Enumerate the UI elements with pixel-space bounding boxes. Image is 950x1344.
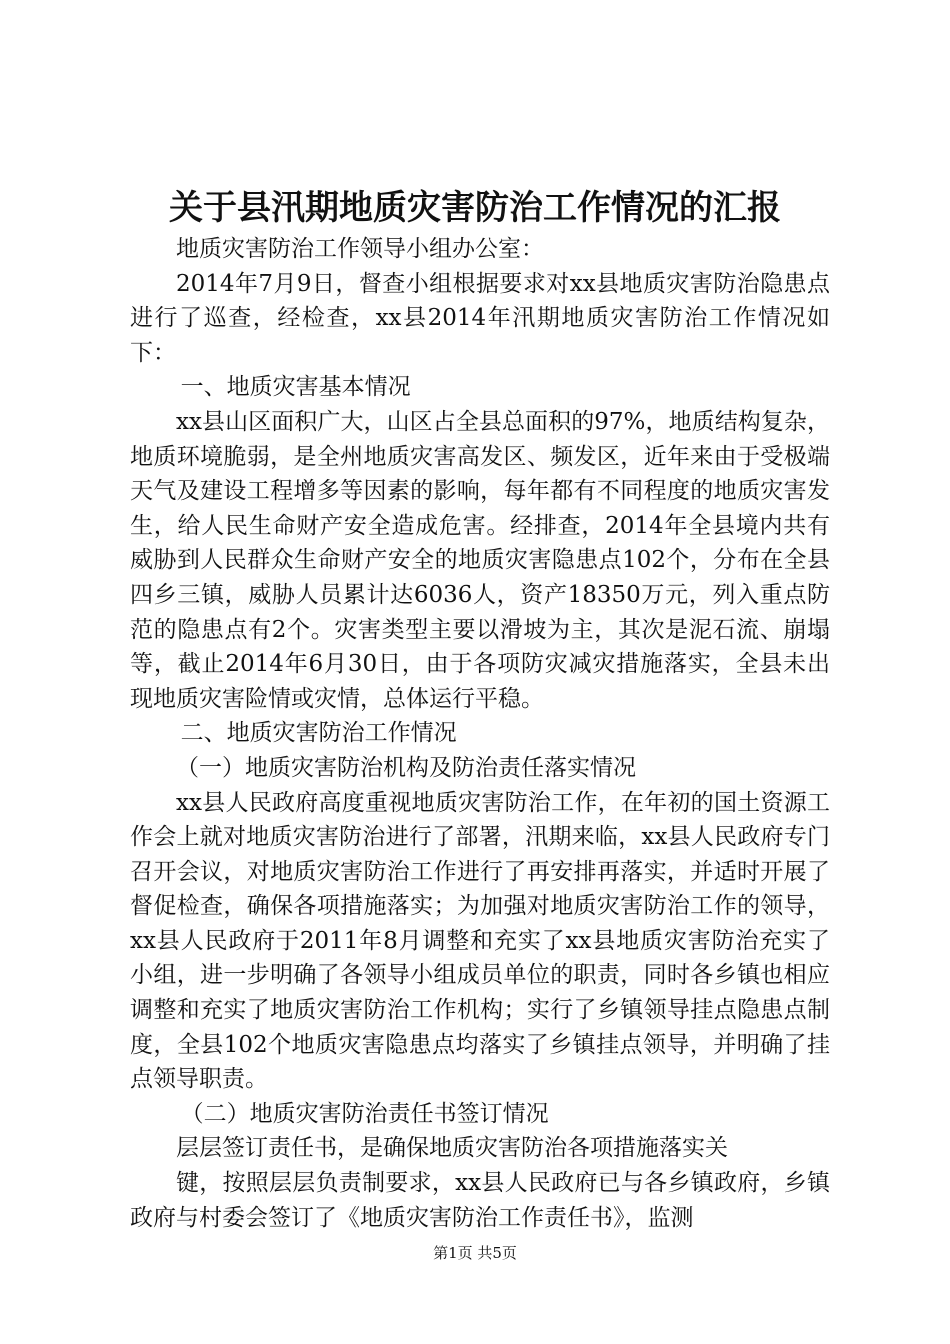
intro-paragraph: 2014年7月9日，督查小组根据要求对xx县地质灾害防治隐患点进行了巡查，经检查，xx县2014年汛期地质灾害防治工作情况如下： bbox=[130, 270, 830, 366]
section-heading-2: 二、地质灾害防治工作情况 bbox=[180, 720, 457, 747]
organization-paragraph: xx县人民政府高度重视地质灾害防治工作，在年初的国土资源工作会上就对地质灾害防治进行了部署，汛期来临，xx县人民政府专门召开会议，对地质灾害防治工作进行了再安排再落实，并适时开展了督促检查，确保各项措施落实；为加强对地质灾害防治工作的领导，xx县人民政府于2011年8月调整和充实了xx县地质灾害防治充实了小组，进一步明确了各领导小组成员单位的职责，同时各乡镇也相应调整和充实了地质灾害防治工作机构；实行了乡镇领导挂点隐患点制度，全县102个地质灾害隐患点均落实了乡镇挂点领导，并明确了挂点领导职责。 bbox=[130, 789, 830, 1093]
subsection-heading-1: （一）地质灾害防治机构及防治责任落实情况 bbox=[176, 754, 636, 781]
responsibility-paragraph-start: 层层签订责任书，是确保地质灾害防治各项措施落实关 bbox=[176, 1135, 728, 1162]
page-number-footer: 第1页 共5页 bbox=[433, 1244, 517, 1262]
addressee-line: 地质灾害防治工作领导小组办公室： bbox=[176, 236, 544, 262]
responsibility-paragraph-continued: 键，按照层层负责制要求，xx县人民政府已与各乡镇政府，乡镇政府与村委会签订了《地质灾害防治工作责任书》，监测 bbox=[130, 1170, 830, 1231]
subsection-heading-2: （二）地质灾害防治责任书签订情况 bbox=[180, 1100, 549, 1127]
basic-situation-paragraph: xx县山区面积广大，山区占全县总面积的97%，地质结构复杂，地质环境脆弱，是全州地质灾害高发区、频发区，近年来由于受极端天气及建设工程增多等因素的影响，每年都有不同程度的地质灾害发生，给人民生命财产安全造成危害。经排查，2014年全县境内共有威胁到人民群众生命财产安全的地质灾害隐患点102个，分布在全县四乡三镇，威胁人员累计达6036人，资产18350万元，列入重点防范的隐患点有2个。灾害类型主要以滑坡为主，其次是泥石流、崩塌等，截止2014年6月30日，由于各项防灾减灾措施落实，全县未出现地质灾害险情或灾情，总体运行平稳。 bbox=[130, 408, 830, 712]
document-body bbox=[130, 232, 830, 1235]
document-title: 关于县汛期地质灾害防治工作情况的汇报 bbox=[169, 188, 781, 228]
section-heading-1: 一、地质灾害基本情况 bbox=[180, 374, 411, 401]
